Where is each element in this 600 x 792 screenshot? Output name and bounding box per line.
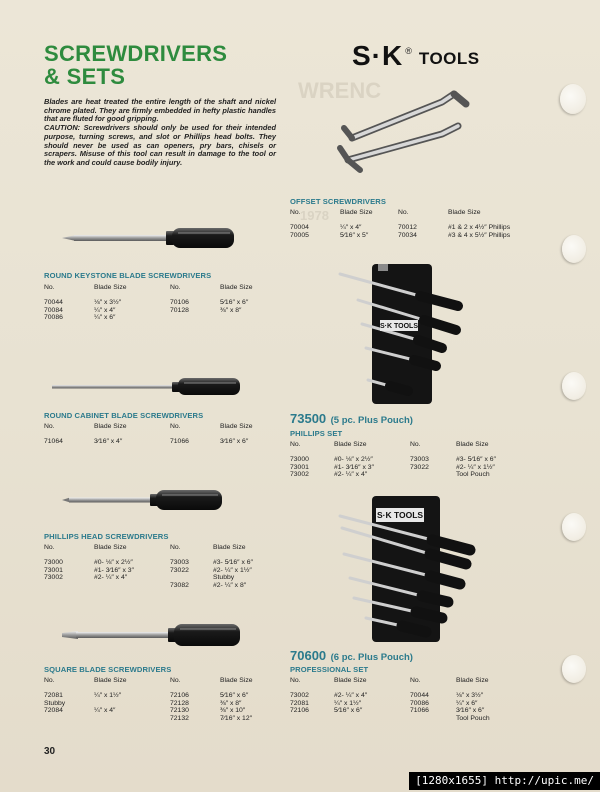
page-title-line1: SCREWDRIVERS bbox=[44, 41, 228, 66]
offset-screwdriver-image bbox=[330, 86, 480, 182]
table-row bbox=[44, 582, 276, 590]
part-number: 73001 bbox=[44, 566, 63, 574]
col-header-no: No. bbox=[44, 284, 55, 291]
table-row bbox=[44, 438, 276, 446]
brand-sk: S·K bbox=[352, 40, 404, 71]
table-row bbox=[290, 456, 520, 464]
phillips-screwdriver-image bbox=[60, 486, 240, 514]
col-header-no: No. bbox=[44, 423, 55, 430]
table-header bbox=[44, 423, 276, 431]
section-title-round-cabinet: ROUND CABINET BLADE SCREWDRIVERS bbox=[44, 411, 204, 420]
table-square-blade bbox=[44, 677, 276, 723]
blade-size: ¼″ x 4″ bbox=[94, 306, 116, 314]
professional-set-pouch-image bbox=[336, 494, 486, 646]
table-phillips-set bbox=[290, 441, 520, 479]
binder-hole-4 bbox=[562, 513, 586, 541]
table-row bbox=[290, 224, 520, 232]
pouch-label-2: S·K TOOLS bbox=[376, 510, 424, 520]
blade-size: ¼″ x 1½″ bbox=[334, 699, 362, 707]
table-row bbox=[44, 314, 276, 322]
binder-hole-5 bbox=[562, 655, 586, 683]
part-number: 70084 bbox=[44, 306, 63, 314]
table-phillips-head bbox=[44, 544, 276, 590]
blade-size: #2- ¼″ x 4″ bbox=[334, 471, 368, 479]
professional-set-desc: (6 pc. Plus Pouch) bbox=[330, 652, 413, 663]
blade-size: 5⁄16″ x 5″ bbox=[340, 231, 369, 239]
col-header-size: Blade Size bbox=[213, 544, 246, 551]
phillips-set-desc: (5 pc. Plus Pouch) bbox=[330, 415, 413, 426]
part-number: 73002 bbox=[44, 574, 63, 582]
col-header-no: No. bbox=[410, 441, 421, 448]
table-row bbox=[44, 700, 276, 708]
blade-size: ⅜″ x 8″ bbox=[220, 306, 242, 314]
blade-size: #2- ¼″ x 8″ bbox=[213, 582, 247, 590]
page-number: 30 bbox=[44, 746, 56, 757]
table-row bbox=[44, 692, 276, 700]
table-round-cabinet bbox=[44, 423, 276, 446]
blade-size: #3- 5⁄16″ x 6″ bbox=[456, 455, 496, 463]
table-row bbox=[44, 567, 276, 575]
section-title-square-blade: SQUARE BLADE SCREWDRIVERS bbox=[44, 665, 172, 674]
table-header bbox=[290, 441, 520, 449]
phillips-set-number: 73500 bbox=[290, 411, 327, 426]
binder-hole-1 bbox=[560, 84, 586, 114]
part-number: 72128 bbox=[170, 699, 189, 707]
part-number: 73002 bbox=[290, 471, 309, 479]
table-row bbox=[290, 715, 520, 723]
part-number: 73002 bbox=[290, 691, 309, 699]
blade-size: 5⁄16″ x 6″ bbox=[220, 691, 249, 699]
blade-size: #2- ¼″ x 4″ bbox=[94, 574, 128, 582]
blade-size: ⅜″ x 10″ bbox=[220, 707, 246, 715]
blade-size: #2- ¼″ x 4″ bbox=[334, 691, 368, 699]
col-header-size: Blade Size bbox=[220, 423, 253, 430]
col-header-size: Blade Size bbox=[94, 544, 127, 551]
col-header-size: Blade Size bbox=[220, 284, 253, 291]
blade-size: #3- 5⁄16″ x 6″ bbox=[213, 558, 253, 566]
table-row bbox=[290, 232, 520, 240]
part-number: Stubby bbox=[44, 699, 66, 707]
blade-size: ⅜″ x 8″ bbox=[220, 699, 242, 707]
col-header-no: No. bbox=[398, 209, 409, 216]
blade-size: #2- ¼″ x 1½″ bbox=[213, 566, 252, 574]
part-number: 71064 bbox=[44, 437, 63, 445]
part-number: 72106 bbox=[170, 691, 189, 699]
col-header-size: Blade Size bbox=[94, 677, 127, 684]
blade-size: ¼″ x 1½″ bbox=[94, 691, 122, 699]
col-header-no: No. bbox=[170, 544, 181, 551]
table-header bbox=[44, 677, 276, 685]
intro-text bbox=[44, 98, 276, 168]
part-number: 70086 bbox=[44, 314, 63, 322]
table-header bbox=[44, 544, 276, 552]
part-number: 72130 bbox=[170, 707, 189, 715]
part-number: 73003 bbox=[410, 455, 429, 463]
blade-size: ¼″ x 6″ bbox=[94, 314, 116, 322]
intro-paragraph: Blades are heat treated the entire length of the shaft and nickel chrome plated. They are firmly embedded in hefty plastic handles that are fluted for good gripping. bbox=[44, 97, 276, 124]
table-offset bbox=[290, 209, 520, 239]
part-number: 73000 bbox=[44, 558, 63, 566]
col-header-size: Blade Size bbox=[94, 284, 127, 291]
blade-size: 3⁄16″ x 6″ bbox=[456, 707, 485, 715]
part-number: 70034 bbox=[398, 231, 417, 239]
part-number: 70086 bbox=[410, 699, 429, 707]
table-row bbox=[290, 700, 520, 708]
col-header-size: Blade Size bbox=[448, 209, 481, 216]
blade-size: Stubby bbox=[213, 574, 235, 582]
brand-registered: ® bbox=[405, 46, 412, 56]
col-header-no: No. bbox=[410, 677, 421, 684]
table-row bbox=[290, 464, 520, 472]
blade-size: #0- ⅛″ x 2½″ bbox=[94, 558, 133, 566]
col-header-size: Blade Size bbox=[456, 677, 489, 684]
col-header-size: Blade Size bbox=[334, 677, 367, 684]
ghost-text-1: WRENC bbox=[298, 78, 382, 103]
table-professional-set bbox=[290, 677, 520, 723]
section-title-phillips-set: PHILLIPS SET bbox=[290, 429, 343, 438]
col-header-no: No. bbox=[170, 284, 181, 291]
part-number: 73082 bbox=[170, 582, 189, 590]
cabinet-screwdriver-image bbox=[52, 375, 242, 399]
watermark-text: [1280x1655] http://upic.me/ bbox=[409, 772, 600, 790]
col-header-size: Blade Size bbox=[220, 677, 253, 684]
col-header-no: No. bbox=[44, 544, 55, 551]
professional-set-heading bbox=[290, 647, 413, 665]
section-title-professional-set: PROFESSIONAL SET bbox=[290, 665, 369, 674]
part-number: 72084 bbox=[44, 707, 63, 715]
section-title-round-keystone: ROUND KEYSTONE BLADE SCREWDRIVERS bbox=[44, 271, 212, 280]
professional-set-number: 70600 bbox=[290, 648, 327, 663]
part-number: 70044 bbox=[44, 298, 63, 306]
part-number: 71066 bbox=[170, 437, 189, 445]
part-number: 72081 bbox=[290, 699, 309, 707]
blade-size: ¼″ x 4″ bbox=[340, 223, 362, 231]
table-row bbox=[44, 559, 276, 567]
part-number: 70005 bbox=[290, 231, 309, 239]
table-row bbox=[44, 307, 276, 315]
blade-size: ⅛″ x 3½″ bbox=[94, 298, 122, 306]
part-number: 73022 bbox=[170, 566, 189, 574]
col-header-no: No. bbox=[44, 677, 55, 684]
blade-size: #2- ¼″ x 1½″ bbox=[456, 463, 495, 471]
part-number: 72081 bbox=[44, 691, 63, 699]
section-title-offset: OFFSET SCREWDRIVERS bbox=[290, 197, 386, 206]
part-number: 73022 bbox=[410, 463, 429, 471]
phillips-set-heading bbox=[290, 410, 413, 428]
col-header-size: Blade Size bbox=[334, 441, 367, 448]
binder-hole-3 bbox=[562, 372, 586, 400]
part-number: 70004 bbox=[290, 223, 309, 231]
blade-size: #1- 3⁄16″ x 3″ bbox=[94, 566, 134, 574]
blade-size: Tool Pouch bbox=[456, 715, 490, 723]
blade-size: ¼″ x 6″ bbox=[456, 699, 478, 707]
blade-size: 5⁄16″ x 6″ bbox=[220, 298, 249, 306]
part-number: 73003 bbox=[170, 558, 189, 566]
pouch-label: S·K TOOLS bbox=[380, 323, 418, 330]
section-title-phillips-head: PHILLIPS HEAD SCREWDRIVERS bbox=[44, 532, 169, 541]
page-title-line2: & SETS bbox=[44, 64, 126, 89]
col-header-no: No. bbox=[170, 423, 181, 430]
col-header-no: No. bbox=[170, 677, 181, 684]
blade-size: #0- ⅛″ x 2½″ bbox=[334, 455, 373, 463]
brand-tools: TOOLS bbox=[418, 49, 480, 68]
part-number: 73001 bbox=[290, 463, 309, 471]
col-header-size: Blade Size bbox=[94, 423, 127, 430]
blade-size: #3 & 4 x 5½″ Phillips bbox=[448, 231, 511, 239]
table-header bbox=[290, 209, 520, 217]
keystone-screwdriver-image bbox=[60, 222, 240, 256]
caution-paragraph: CAUTION: Screwdrivers should only be used for their intended purpose, turning screws, and slot or Phillips head bolts. They should never be used as can openers, pry bars, chisels or scrapers. Misuse of this tool can result in damage to the tool or the work and could cause bodily injury. bbox=[44, 123, 276, 167]
blade-size: Tool Pouch bbox=[456, 471, 490, 479]
table-row bbox=[290, 707, 520, 715]
table-header bbox=[290, 677, 520, 685]
part-number: 70106 bbox=[170, 298, 189, 306]
binder-hole-2 bbox=[562, 235, 586, 263]
blade-size: ¼″ x 4″ bbox=[94, 707, 116, 715]
table-row bbox=[44, 715, 276, 723]
part-number: 73000 bbox=[290, 455, 309, 463]
col-header-size: Blade Size bbox=[340, 209, 373, 216]
blade-size: 5⁄16″ x 6″ bbox=[334, 707, 363, 715]
col-header-no: No. bbox=[290, 441, 301, 448]
table-row bbox=[290, 692, 520, 700]
blade-size: 3⁄16″ x 4″ bbox=[94, 437, 123, 445]
blade-size: 7⁄16″ x 12″ bbox=[220, 715, 253, 723]
phillips-set-pouch-image bbox=[338, 258, 478, 408]
ghost-text-2: 1978 bbox=[300, 208, 329, 223]
col-header-no: No. bbox=[290, 677, 301, 684]
part-number: 70012 bbox=[398, 223, 417, 231]
blade-size: ⅛″ x 3½″ bbox=[456, 691, 484, 699]
page-title bbox=[44, 42, 274, 88]
table-row bbox=[290, 471, 520, 479]
blade-size: 3⁄16″ x 6″ bbox=[220, 437, 249, 445]
square-screwdriver-image bbox=[60, 620, 245, 650]
col-header-size: Blade Size bbox=[456, 441, 489, 448]
part-number: 72106 bbox=[290, 707, 309, 715]
table-round-keystone bbox=[44, 284, 276, 322]
brand-logo bbox=[352, 40, 480, 70]
part-number: 72132 bbox=[170, 715, 189, 723]
table-row bbox=[44, 707, 276, 715]
blade-size: #1 & 2 x 4½″ Phillips bbox=[448, 223, 511, 231]
part-number: 71066 bbox=[410, 707, 429, 715]
table-row bbox=[44, 299, 276, 307]
table-header bbox=[44, 284, 276, 292]
blade-size: #1- 3⁄16″ x 3″ bbox=[334, 463, 374, 471]
col-header-no: No. bbox=[290, 209, 301, 216]
part-number: 70128 bbox=[170, 306, 189, 314]
table-row bbox=[44, 574, 276, 582]
part-number: 70044 bbox=[410, 691, 429, 699]
